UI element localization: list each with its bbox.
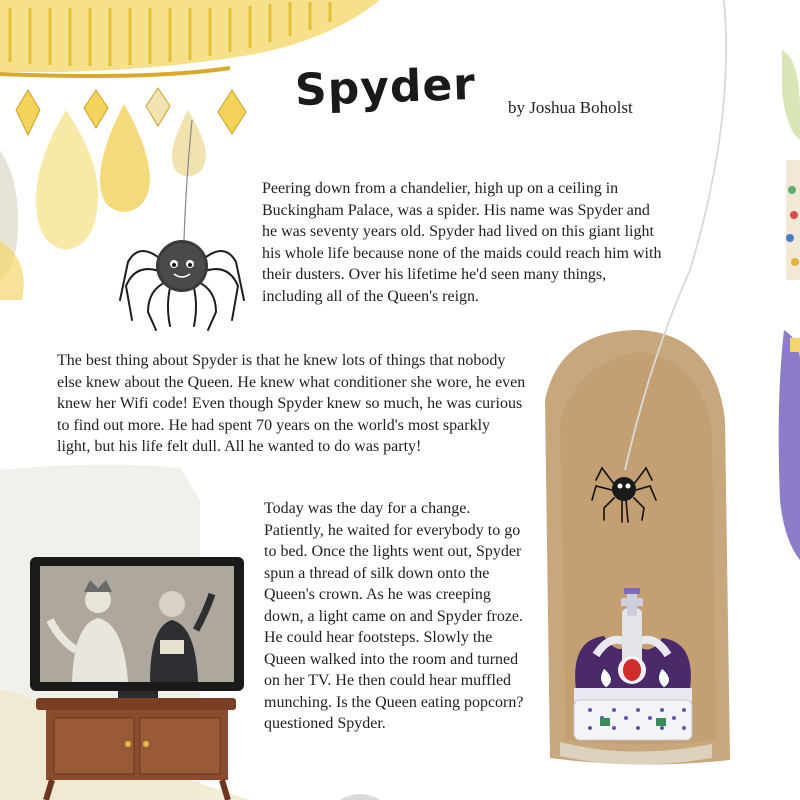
spider-illustration <box>120 240 244 330</box>
television-illustration <box>30 557 244 699</box>
story-title: Spyder <box>294 58 477 117</box>
story-paragraph-3: Today was the day for a change. Patiently, he waited for everybody to go to bed. Once the lights went out, Spyder spun a thread of silk down onto the Queen's crown. As he was creeping down, a light came on and Spyder froze. He could hear footsteps. Slowly the Queen walked into the room and turned on her TV. He then could hear muffled munching. Is the Queen eating popcorn? questioned Spyder. <box>264 500 524 732</box>
story-paragraph-1: Peering down from a chandelier, high up on a ceiling in Buckingham Palace, was a spider. His name was Spyder and he was seventy years old. Spyder had lived on this giant light his whole life because none of the maids could reach him with their dusters. Over his lifetime he'd seen many things, including all of the Queen's reign. <box>262 180 662 305</box>
story-byline: by Joshua Boholst <box>508 98 633 117</box>
story-paragraph-2: The best thing about Spyder is that he knew lots of things that nobody else knew about the Queen. He knew what conditioner she wore, he even knew her Wifi code! Even though Spyder knew so much, he was curious to find out more. He had spent 70 years on the world's most sparkly light, but his life felt dull. All he wanted to do was party! <box>57 352 526 455</box>
